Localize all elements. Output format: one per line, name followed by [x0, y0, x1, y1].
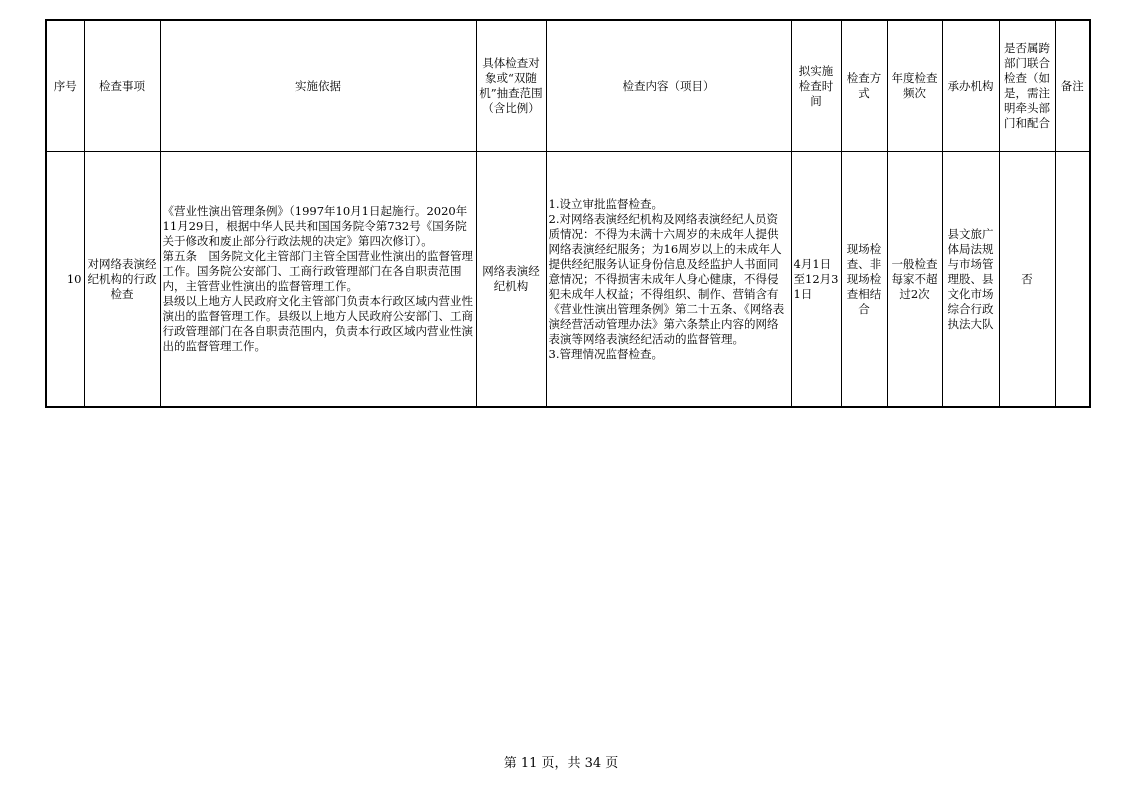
row-seq: 10 [46, 152, 84, 408]
row-time: 4月1日至12月31日 [791, 152, 841, 408]
header-scope: 具体检查对象或“双随机”抽查范围（含比例） [476, 20, 546, 152]
row-item: 对网络表演经纪机构的行政检查 [84, 152, 160, 408]
header-method: 检查方式 [841, 20, 887, 152]
header-remarks: 备注 [1055, 20, 1090, 152]
row-frequency: 一般检查每家不超过2次 [887, 152, 942, 408]
inspection-table [45, 19, 1091, 408]
header-seq: 序号 [46, 20, 84, 152]
row-remarks [1055, 152, 1090, 408]
row-basis [160, 152, 476, 408]
content-paragraph: 3.管理情况监督检查。 [548, 346, 663, 361]
header-time: 拟实施检查时间 [791, 20, 841, 152]
header-agency: 承办机构 [942, 20, 999, 152]
row-joint: 否 [999, 152, 1055, 408]
header-basis: 实施依据 [160, 20, 476, 152]
basis-paragraph: 第五条 国务院文化主管部门主管全国营业性演出的监督管理工作。国务院公安部门、工商行政管理部门在各自职责范围内，主管营业性演出的监督管理工作。 [162, 249, 473, 293]
header-frequency: 年度检查频次 [887, 20, 942, 152]
page-number: 第 11 页，共 34 页 [503, 756, 619, 771]
basis-paragraph: 县级以上地方人民政府文化主管部门负责本行政区域内营业性演出的监督管理工作。县级以上地方人民政府公安部门、工商行政管理部门在各自职责范围内，负责本行政区域内营业性演出的监督管理工作。 [162, 294, 473, 353]
content-paragraph: 2.对网络表演经纪机构及网络表演经纪人员资质情况：不得为未满十六周岁的未成年人提供网络表演经纪服务；为16周岁以上的未成年人提供经纪服务认证身份信息及经监护人书面同意情况；不得损害未成年人身心健康，不得侵犯未成年人权益；不得组织、制作、营销含有《营业性演出管理条例》第二十五条、《网络表演经营活动管理办法》第六条禁止内容的网络表演等网络表演经纪活动的监督管理。 [548, 211, 785, 346]
row-agency: 县文旅广体局法规与市场管理股、县文化市场综合行政执法大队 [942, 152, 999, 408]
header-content: 检查内容（项目） [546, 20, 791, 152]
table-header-row [46, 20, 1090, 152]
header-joint: 是否属跨部门联合检查（如是，需注明牵头部门和配合 [999, 20, 1055, 152]
row-content [546, 152, 791, 408]
content-paragraph: 1.设立审批监督检查。 [548, 196, 663, 211]
header-item: 检查事项 [84, 20, 160, 152]
row-scope: 网络表演经纪机构 [476, 152, 546, 408]
basis-paragraph: 《营业性演出管理条例》（1997年10月1日起施行。2020年11月29日，根据中华人民共和国国务院令第732号《国务院关于修改和废止部分行政法规的决定》第四次修订）。 [162, 204, 468, 248]
table-row [46, 152, 1090, 408]
row-method: 现场检查、非现场检查相结合 [841, 152, 887, 408]
